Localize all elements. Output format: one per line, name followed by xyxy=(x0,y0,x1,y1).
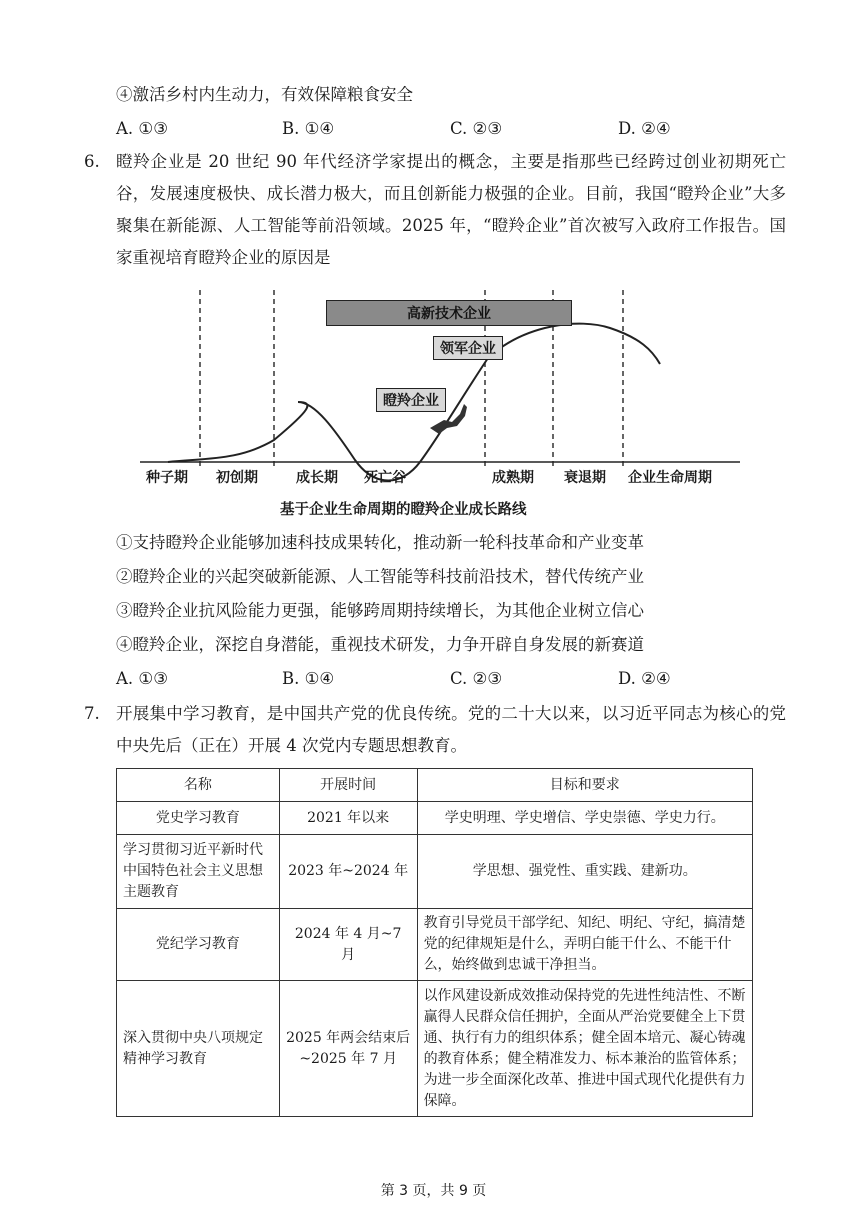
high-tech-banner: 高新技术企业 xyxy=(326,300,572,326)
q7-number: 7. xyxy=(84,704,100,723)
table-cell-time: 2025 年两会结束后~2025 年 7 月 xyxy=(279,981,417,1117)
q6-item-3: ③瞪羚企业抗风险能力更强，能够跨周期持续增长，为其他企业树立信心 xyxy=(116,601,644,620)
table-cell-name: 学习贯彻习近平新时代中国特色社会主义思想主题教育 xyxy=(117,835,280,909)
diagram-caption: 基于企业生命周期的瞪羚企业成长路线 xyxy=(280,502,527,518)
stage-startup: 初创期 xyxy=(216,470,258,486)
table-cell-goal: 学思想、强党性、重实践、建新功。 xyxy=(417,835,752,909)
table-row xyxy=(117,835,753,909)
stage-mature: 成熟期 xyxy=(492,470,534,486)
stage-decline: 衰退期 xyxy=(564,470,606,486)
gazelle-lifecycle-diagram xyxy=(140,290,740,525)
stage-axis-label: 企业生命周期 xyxy=(628,470,712,486)
table-cell-goal: 教育引导党员干部学纪、知纪、明纪、守纪，搞清楚党的纪律规矩是什么，弄明白能干什么、不能干什么，始终做到忠诚干净担当。 xyxy=(417,909,752,981)
q6-stem: 瞪羚企业是 20 世纪 90 年代经济学家提出的概念，主要是指那些已经跨过创业初期死亡谷，发展速度极快、成长潜力极大，而且创新能力极强的企业。目前，我国“瞪羚企业”大多聚集在新能源、人工智能等前沿领域。2025 年，“瞪羚企业”首次被写入政府工作报告。国家重视培育瞪羚企业的原因是 xyxy=(116,152,786,267)
q6-item-4: ④瞪羚企业，深挖自身潜能，重视技术研发，力争开辟自身发展的新赛道 xyxy=(116,635,644,654)
q5-option-c: C. ②③ xyxy=(450,119,503,138)
table-row xyxy=(117,802,753,835)
q5-option-d: D. ②④ xyxy=(618,119,671,138)
q5-option-b: B. ①④ xyxy=(282,119,335,138)
table-row xyxy=(117,909,753,981)
page-footer: 第 3 页，共 9 页 xyxy=(380,1183,487,1199)
q6-option-b: B. ①④ xyxy=(282,669,335,688)
table-header-time: 开展时间 xyxy=(279,769,417,802)
q6-item-2: ②瞪羚企业的兴起突破新能源、人工智能等科技前沿技术，替代传统产业 xyxy=(116,567,644,586)
q5-option-a: A. ①③ xyxy=(116,119,168,138)
q6-number: 6. xyxy=(84,152,100,171)
table-header-goal: 目标和要求 xyxy=(417,769,752,802)
q6-item-1: ①支持瞪羚企业能够加速科技成果转化，推动新一轮科技革命和产业变革 xyxy=(116,533,644,552)
table-cell-time: 2023 年~2024 年 xyxy=(279,835,417,909)
table-cell-time: 2021 年以来 xyxy=(279,802,417,835)
table-row xyxy=(117,981,753,1117)
table-header-name: 名称 xyxy=(117,769,280,802)
table-cell-name: 党史学习教育 xyxy=(117,802,280,835)
table-cell-name: 深入贯彻中央八项规定精神学习教育 xyxy=(117,981,280,1117)
stage-death-valley: 死亡谷 xyxy=(364,470,406,486)
education-table xyxy=(116,768,753,1117)
gazelle-tag: 瞪羚企业 xyxy=(376,388,446,412)
stage-seed: 种子期 xyxy=(146,470,188,486)
leader-tag: 领军企业 xyxy=(433,336,503,360)
table-cell-name: 党纪学习教育 xyxy=(117,909,280,981)
table-header-row xyxy=(117,769,753,802)
q6-option-c: C. ②③ xyxy=(450,669,503,688)
stage-growth: 成长期 xyxy=(296,470,338,486)
q6-option-a: A. ①③ xyxy=(116,669,168,688)
table-cell-goal: 学史明理、学史增信、学史崇德、学史力行。 xyxy=(417,802,752,835)
q6-option-d: D. ②④ xyxy=(618,669,671,688)
q7-stem: 开展集中学习教育，是中国共产党的优良传统。党的二十大以来，以习近平同志为核心的党中央先后（正在）开展 4 次党内专题思想教育。 xyxy=(116,704,786,755)
table-cell-goal: 以作风建设新成效推动保持党的先进性纯洁性、不断赢得人民群众信任拥护，全面从严治党要健全上下贯通、执行有力的组织体系；健全固本培元、凝心铸魂的教育体系；健全精准发力、标本兼治的监管体系；为进一步全面深化改革、推进中国式现代化提供有力保障。 xyxy=(417,981,752,1117)
table-cell-time: 2024 年 4 月~7 月 xyxy=(279,909,417,981)
item-4-text: ④激活乡村内生动力，有效保障粮食安全 xyxy=(116,85,413,104)
